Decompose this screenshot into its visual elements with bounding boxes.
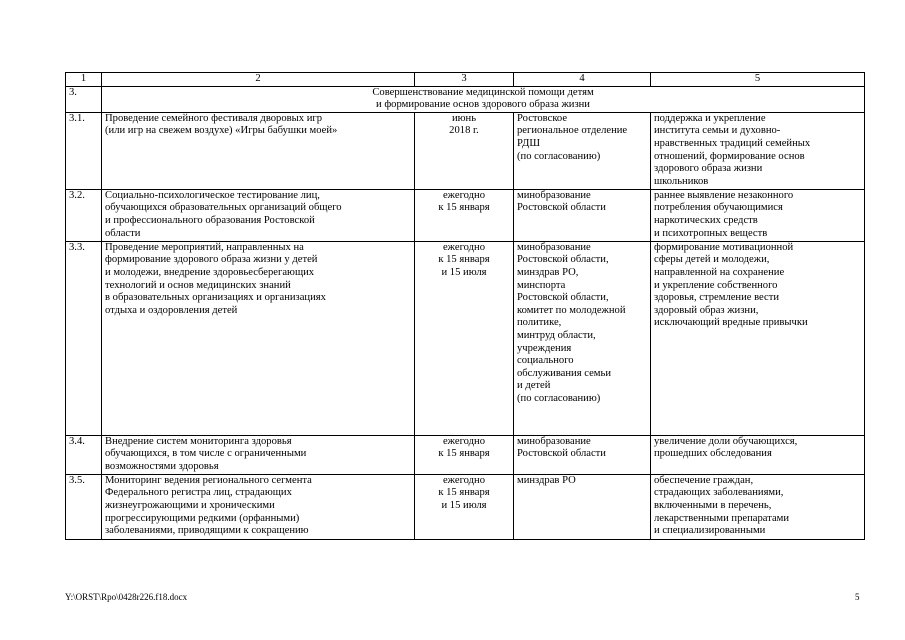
column-number: 4 [514, 73, 651, 87]
table-row [66, 241, 865, 435]
table-row [66, 474, 865, 539]
row-deadline: ежегодно к 15 января [415, 435, 514, 474]
table-row [66, 435, 865, 474]
column-number: 1 [66, 73, 102, 87]
row-activity: Мониторинг ведения регионального сегмента Федерального регистра лиц, страдающих жизнеугрожающими и хроническими прогрессирующими редкими (орфанными) заболеваниями, приводящими к сокращению [102, 474, 415, 539]
row-activity: Социально-психологическое тестирование лиц, обучающихся образовательных организаций общего и профессионального образования Ростовской области [102, 189, 415, 241]
row-result: формирование мотивационной сферы детей и молодежи, направленной на сохранение и укрепление собственного здоровья, стремление вести здоровый образ жизни, исключающий вредные привычки [651, 241, 865, 435]
row-responsible: минобразование Ростовской области, минздрав РО, минспорта Ростовской области, комитет по молодежной политике, минтруд области, учреждения социального обслуживания семьи и детей (по согласованию) [514, 241, 651, 435]
row-number: 3.3. [66, 241, 102, 435]
section-row [66, 86, 865, 112]
table-row [66, 112, 865, 189]
row-deadline: ежегодно к 15 января и 15 июля [415, 474, 514, 539]
column-number: 3 [415, 73, 514, 87]
column-number: 2 [102, 73, 415, 87]
row-responsible: Ростовское региональное отделение РДШ (по согласованию) [514, 112, 651, 189]
row-activity: Внедрение систем мониторинга здоровья обучающихся, в том числе с ограниченными возможностями здоровья [102, 435, 415, 474]
row-result: раннее выявление незаконного потребления обучающимися наркотических средств и психотропных веществ [651, 189, 865, 241]
column-numbers-row [66, 73, 865, 87]
footer-page-number: 5 [855, 592, 860, 602]
column-number: 5 [651, 73, 865, 87]
row-activity: Проведение мероприятий, направленных на формирование здорового образа жизни у детей и молодежи, внедрение здоровьесберегающих технологий и основ медицинских знаний в образовательных организациях и организациях отдыха и оздоровления детей [102, 241, 415, 435]
row-number: 3.5. [66, 474, 102, 539]
section-number: 3. [66, 86, 102, 112]
row-deadline: июнь 2018 г. [415, 112, 514, 189]
row-responsible: минобразование Ростовской области [514, 189, 651, 241]
row-number: 3.2. [66, 189, 102, 241]
row-result: обеспечение граждан, страдающих заболеваниями, включенными в перечень, лекарственными препаратами и специализированными [651, 474, 865, 539]
footer-file-path: Y:\ORST\Rpo\0428r226.f18.docx [65, 592, 188, 602]
row-number: 3.1. [66, 112, 102, 189]
row-deadline: ежегодно к 15 января [415, 189, 514, 241]
row-result: поддержка и укрепление института семьи и духовно- нравственных традиций семейных отношений, формирование основ здорового образа жизни школьников [651, 112, 865, 189]
row-result: увеличение доли обучающихся, прошедших обследования [651, 435, 865, 474]
row-deadline: ежегодно к 15 января и 15 июля [415, 241, 514, 435]
plan-table [65, 72, 865, 540]
row-responsible: минобразование Ростовской области [514, 435, 651, 474]
row-number: 3.4. [66, 435, 102, 474]
table-row [66, 189, 865, 241]
row-responsible: минздрав РО [514, 474, 651, 539]
section-title: Совершенствование медицинской помощи детям и формирование основ здорового образа жизни [102, 86, 865, 112]
row-activity: Проведение семейного фестиваля дворовых игр (или игр на свежем воздухе) «Игры бабушки моей» [102, 112, 415, 189]
